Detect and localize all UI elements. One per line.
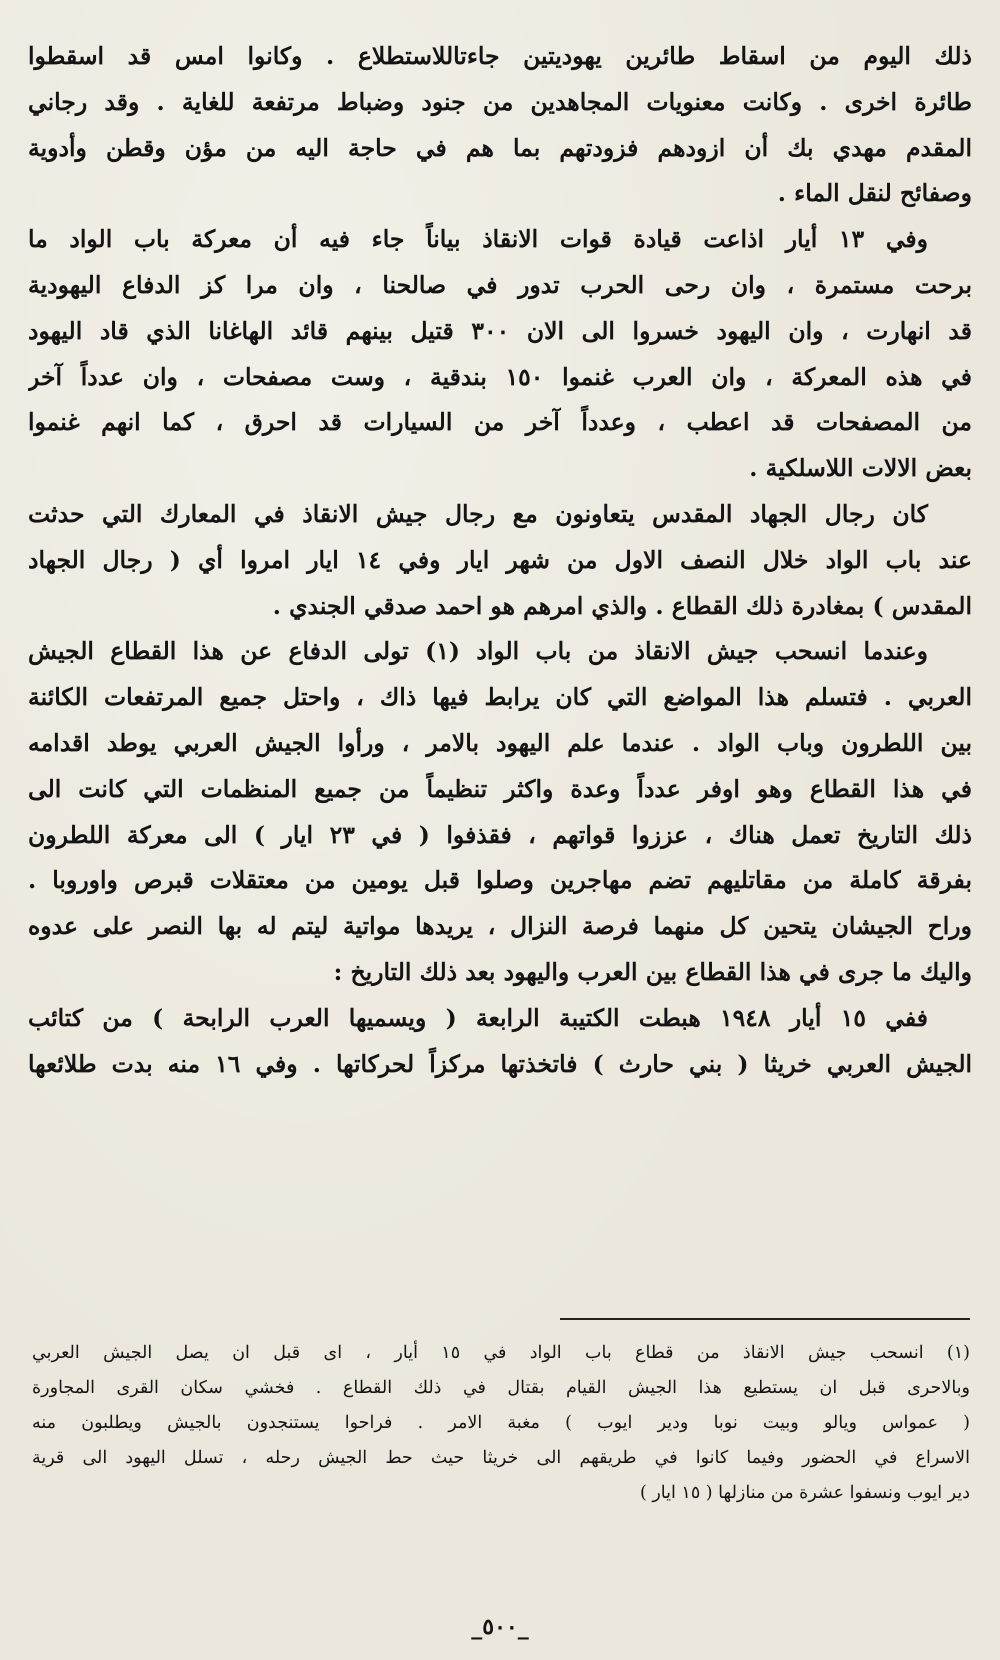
- footnote-line: دير ايوب ونسفوا عشرة من منازلها ( ١٥ ايار ): [639, 1483, 970, 1503]
- body-line: كان رجال الجهاد المقدس يتعاونون مع رجال جيش الانقاذ في المعارك التي حدثت: [28, 499, 928, 528]
- body-line: وعندما انسحب جيش الانقاذ من باب الواد (١) تولى الدفاع عن هذا القطاع الجيش: [28, 637, 928, 666]
- body-text: [28, 34, 972, 1087]
- body-line: وفي ١٣ أيار اذاعت قيادة قوات الانقاذ بياناً جاء فيه أن معركة باب الواد ما: [28, 225, 928, 254]
- footnote-separator: [560, 1318, 970, 1320]
- body-line: قد انهارت ، وان اليهود خسروا الى الان ٣٠٠ قتيل بينهم قائد الهاغانا الذي قاد اليهود: [28, 316, 972, 345]
- body-line: واليك ما جرى في هذا القطاع بين العرب واليهود بعد ذلك التاريخ :: [333, 957, 972, 986]
- body-line: الجيش العربي خريثا ( بني حارث ) فاتخذتها مركزاً لحركاتها . وفي ١٦ منه بدت طلائعها: [28, 1049, 972, 1078]
- body-line: المقدس ) بمغادرة ذلك القطاع . والذي امرهم هو احمد صدقي الجندي .: [272, 591, 972, 620]
- body-line: طائرة اخرى . وكانت معنويات المجاهدين من جنود وضباط مرتفعة للغاية . وقد رجاني: [28, 87, 972, 116]
- footnote-line: ( عمواس ويالو وبيت نوبا ودير ايوب ) مغبة الامر . فراحوا يستنجدون بالجيش ويطلبون منه: [32, 1413, 970, 1433]
- body-line: بين اللطرون وباب الواد . عندما علم اليهود بالامر ، ورأوا الجيش العربي يوطد اقدامه: [28, 728, 972, 757]
- page-number: _٥٠٠_: [471, 1614, 529, 1640]
- body-line: من المصفحات قد اعطب ، وعدداً آخر من السيارات قد احرق ، كما انهم غنموا: [28, 408, 972, 437]
- footnote-line: وبالاحرى قبل ان يستطيع هذا الجيش القيام بقتال في ذلك القطاع . فخشي سكان القرى المجاورة: [32, 1378, 970, 1398]
- body-line: العربي . فتسلم هذا المواضع التي كان يرابط فيها ذاك ، واحتل جميع المرتفعات الكائنة: [28, 683, 972, 712]
- body-line: في هذا القطاع وهو اوفر عدداً وعدة واكثر تنظيماً من جميع المنظمات التي كانت الى: [28, 774, 972, 803]
- body-line: ذلك اليوم من اسقاط طائرين يهوديتين جاءتاللاستطلاع . وكانوا امس قد اسقطوا: [28, 42, 972, 70]
- body-line: عند باب الواد خلال النصف الاول من شهر ايار وفي ١٤ ايار امروا أي ( رجال الجهاد: [28, 545, 972, 574]
- footnote-line: الاسراع في الحضور وفيما كانوا في طريقهم الى خريثا حيث حط الجيش رحله ، تسلل اليهود الى قرية: [32, 1448, 970, 1468]
- body-line: المقدم مهدي بك أن ازودهم فزودتهم بما هم في حاجة اليه من مؤن وقطن وأدوية: [28, 133, 972, 162]
- body-line: ففي ١٥ أيار ١٩٤٨ هبطت الكتيبة الرابعة ( ويسميها العرب الرابحة ) من كتائب: [28, 1003, 928, 1032]
- footnote-line: (١) انسحب جيش الانقاذ من قطاع باب الواد في ١٥ أيار ، اى قبل ان يصل الجيش العربي: [32, 1343, 970, 1363]
- body-line: ذلك التاريخ تعمل هناك ، عززوا قواتهم ، فقذفوا ( في ٢٣ ايار ) الى معركة اللطرون: [28, 820, 972, 849]
- body-line: بعض الالات اللاسلكية .: [749, 454, 972, 483]
- body-line: في هذه المعركة ، وان العرب غنموا ١٥٠ بندقية ، وست مصفحات ، وان عدداً آخر: [28, 362, 972, 391]
- body-line: وراح الجيشان يتحين كل منهما فرصة النزال ، يريدها مواتية ليتم له بها النصر على عدوه: [28, 912, 972, 941]
- footnotes: [32, 1336, 970, 1511]
- body-line: بفرقة كاملة من مقاتليهم تضم مهاجرين وصلوا قبل يومين من معتقلات قبرص واوروبا .: [28, 866, 972, 895]
- body-line: وصفائح لنقل الماء .: [777, 179, 972, 208]
- body-line: برحت مستمرة ، وان رحى الحرب تدور في صالحنا ، وان مرا كز الدفاع اليهودية: [28, 270, 972, 299]
